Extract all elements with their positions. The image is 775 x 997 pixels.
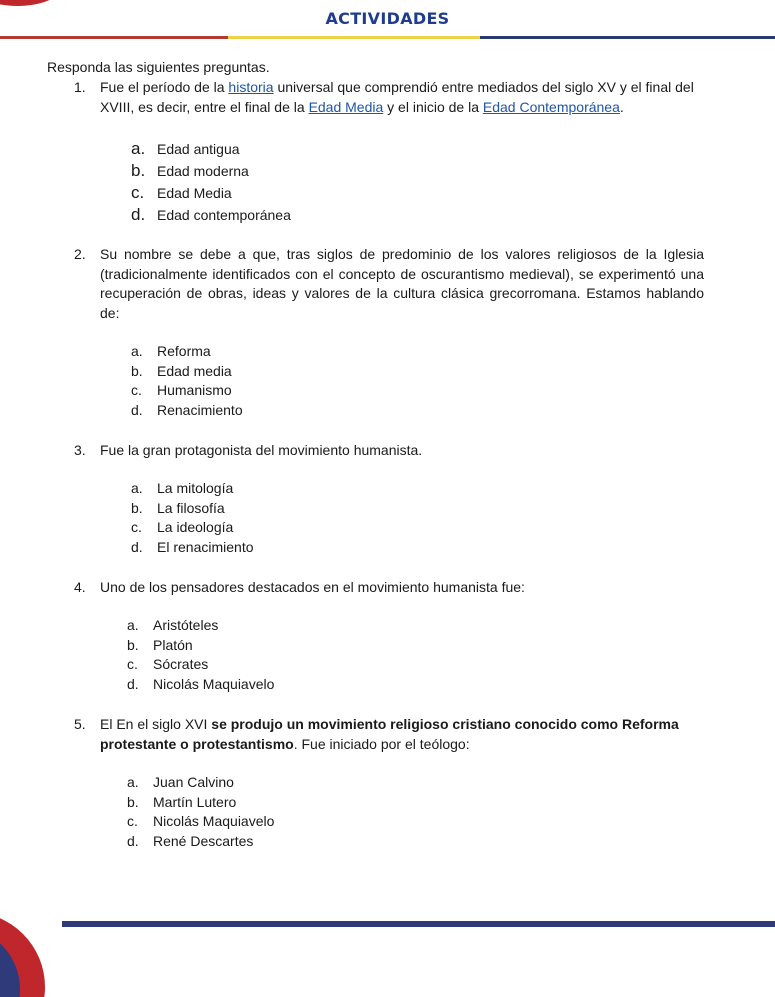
- title-rule-red: [0, 36, 228, 39]
- question-number: 5.: [74, 716, 86, 732]
- question-number: 4.: [74, 579, 86, 595]
- question-3: [74, 441, 704, 461]
- page-title: ACTIVIDADES: [325, 9, 450, 28]
- instructions: Responda las siguientes preguntas.: [47, 59, 270, 75]
- option-b[interactable]: b. Edad moderna: [131, 161, 249, 180]
- link-edad-media[interactable]: Edad Media: [308, 98, 384, 115]
- option-c[interactable]: c. Edad Media: [131, 183, 232, 202]
- decorative-corner-bottom: [0, 877, 50, 997]
- link-edad-contemporanea[interactable]: Edad Contemporánea: [482, 98, 620, 115]
- bold-emphasis: se produjo un movimiento religioso cristiano conocido como Reforma protestante o protestantismo: [100, 716, 679, 752]
- option-c[interactable]: c. Sócrates: [127, 656, 209, 672]
- option-a[interactable]: a. La mitología: [131, 480, 234, 496]
- title-rule-yellow: [228, 36, 480, 39]
- option-c[interactable]: c. La ideología: [131, 519, 234, 535]
- question-1: [74, 78, 704, 117]
- option-d[interactable]: d. Renacimiento: [131, 401, 243, 418]
- question-5: [74, 715, 704, 754]
- question-number: 1.: [74, 79, 86, 95]
- option-d[interactable]: d. Edad contemporánea: [131, 205, 291, 224]
- option-a[interactable]: a. Aristóteles: [127, 617, 219, 633]
- option-a[interactable]: a. Juan Calvino: [127, 774, 234, 790]
- option-b[interactable]: b. Platón: [127, 636, 193, 653]
- question-text: El En el siglo XVI se produjo un movimiento religioso cristiano conocido como Reforma protestante o protestantismo. Fue iniciado por el teólogo:: [100, 716, 679, 752]
- option-a[interactable]: a. Edad antigua: [131, 139, 240, 158]
- option-b[interactable]: b. Edad media: [131, 362, 232, 379]
- question-text: Uno de los pensadores destacados en el movimiento humanista fue:: [100, 579, 525, 595]
- option-c[interactable]: c. Nicolás Maquiavelo: [127, 813, 275, 829]
- option-b[interactable]: b. La filosofía: [131, 499, 225, 516]
- question-text: Fue el período de la historia universal que comprendió entre mediados del siglo XV y el final del XVIII, es decir, entre el final de la Edad Media y el inicio de la Edad Contemporánea.: [100, 79, 694, 115]
- question-4: [74, 578, 704, 598]
- option-c[interactable]: c. Humanismo: [131, 382, 232, 398]
- option-d[interactable]: d. Nicolás Maquiavelo: [127, 675, 275, 692]
- question-text: Su nombre se debe a que, tras siglos de predominio de los valores religiosos de la Iglesia (tradicionalmente identificados con el concepto de oscurantismo medieval), se experimentó una recuperación de obras, ideas y valores de la cultura clásica grecorromana. Estamos hablando de:: [100, 246, 704, 321]
- title-rule-navy: [480, 36, 775, 39]
- question-number: 3.: [74, 442, 86, 458]
- option-d[interactable]: d. El renacimiento: [131, 538, 254, 555]
- option-d[interactable]: d. René Descartes: [127, 832, 254, 849]
- question-2: [74, 245, 704, 323]
- question-text: Fue la gran protagonista del movimiento humanista.: [100, 442, 423, 458]
- question-number: 2.: [74, 246, 86, 262]
- link-historia[interactable]: historia: [228, 79, 274, 95]
- option-a[interactable]: a. Reforma: [131, 343, 211, 359]
- option-b[interactable]: b. Martín Lutero: [127, 793, 237, 810]
- footer-bar: [62, 921, 775, 927]
- decorative-corner-top: [0, 0, 65, 6]
